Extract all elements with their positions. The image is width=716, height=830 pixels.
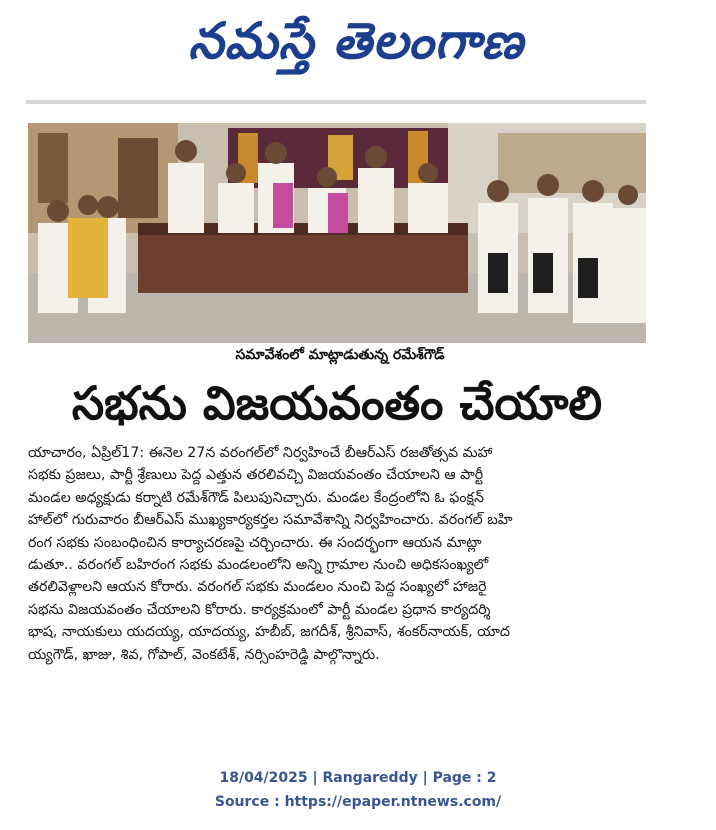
footer-dateline: 18/04/2025 | Rangareddy | Page : 2	[219, 770, 497, 786]
article-line: రంగ సభకు సంబంధించిన కార్యాచరణపై చర్చించారు. ఈ సందర్భంగా ఆయన మాట్లా	[28, 534, 482, 551]
article-line: డుతూ.. వరంగల్ బహిరంగ సభకు మండలంలోని అన్ని గ్రామాల నుంచి అధికసంఖ్యలో	[28, 556, 489, 573]
article-line: సభకు ప్రజలు, పార్టీ శ్రేణులు పెద్ద ఎత్తున తరలివచ్చి విజయవంతం చేయాలని ఆ పార్టీ	[28, 467, 484, 484]
article-line: భాష, నాయకులు యదయ్య, యాదయ్య, హబీబ్, జగదీశ్, శ్రీనివాస్, శంకర్‌నాయక్, యాద	[28, 624, 510, 641]
article-line: హాల్‌లో గురువారం బీఆర్‌ఎస్ ముఖ్యకార్యకర్తల సమావేశాన్ని నిర్వహించారు. వరంగల్ బహి	[28, 512, 513, 529]
footer-source: Source : https://epaper.ntnews.com/	[214, 794, 502, 810]
article-line: సభను విజయవంతం చేయాలని కోరారు. కార్యక్రమంలో పార్టీ మండల ప్రధాన కార్యదర్శి	[28, 601, 491, 618]
page-footer	[0, 766, 716, 814]
article-line: య్యగౌడ్, ఖాజు, శివ, గోపాల్, వెంకటేశ్, నర్సింహరెడ్డి పాల్గొన్నారు.	[28, 646, 380, 663]
article-line: యాచారం, ఏప్రిల్17: ఈనెల 27న వరంగల్‌లో నిర్వహించే బీఆర్‌ఎస్ రజతోత్సవ మహా	[28, 445, 493, 461]
article-headline: సభను విజయవంతం చేయాలి	[71, 376, 603, 430]
newspaper-logo: నమస్తే తెలంగాణ	[188, 12, 524, 70]
article-line: తరలివెళ్లాలని ఆయన కోరారు. వరంగల్ సభకు మండలం నుంచి పెద్ద సంఖ్యలో హాజరై	[28, 579, 487, 596]
article-body	[28, 442, 648, 666]
masthead-divider	[26, 100, 646, 104]
masthead	[0, 0, 716, 100]
article-line: మండల అధ్యక్షుడు కర్నాటి రమేశ్‌గౌడ్ పిలుపునిచ్చారు. మండల కేంద్రంలోని ఓ ఫంక్షన్	[28, 489, 484, 506]
news-photo	[28, 123, 646, 343]
group-meeting-photo-icon	[28, 123, 646, 343]
photo-caption: సమావేశంలో మాట్లాడుతున్న రమేశ్‌గౌడ్	[235, 347, 445, 363]
